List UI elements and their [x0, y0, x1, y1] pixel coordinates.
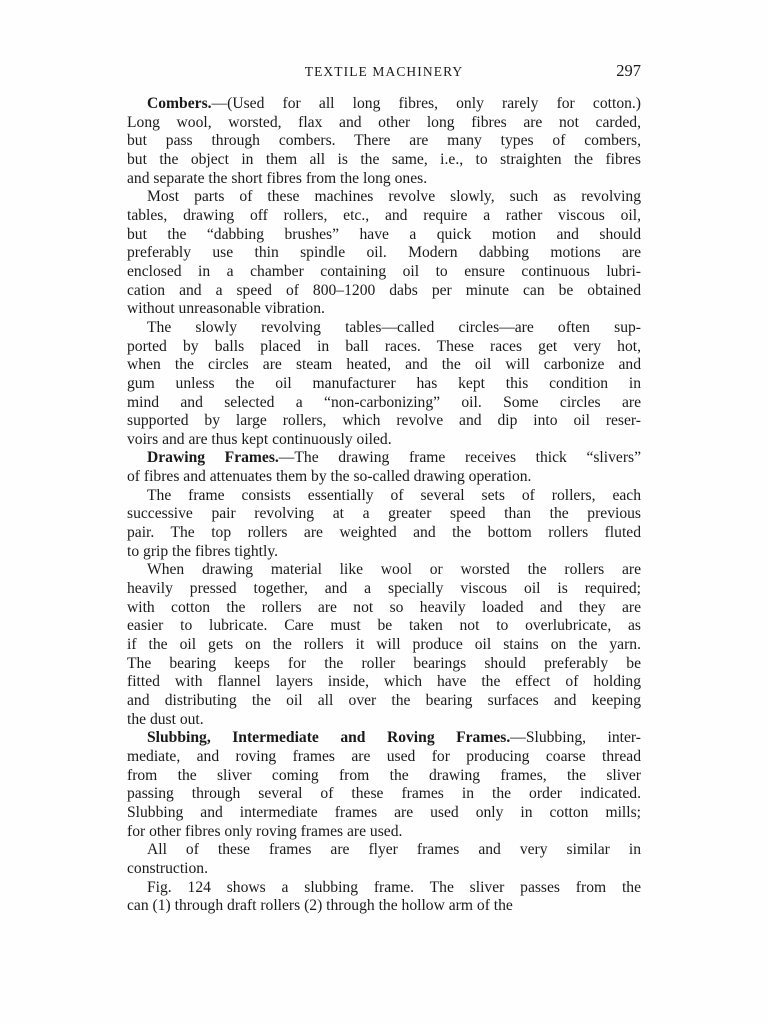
line-text: with cotton the rollers are not so heavily loaded and they are	[127, 598, 641, 616]
paragraph	[127, 729, 641, 841]
section-heading: Combers.	[147, 95, 212, 112]
text-line	[127, 170, 641, 189]
text-line	[127, 823, 641, 842]
text-line	[127, 188, 641, 207]
text-line	[127, 860, 641, 879]
section-heading: Drawing Frames.	[147, 449, 279, 467]
text-line	[127, 263, 641, 282]
line-text: of fibres and attenuates them by the so-called drawing operation.	[127, 468, 532, 486]
paragraph	[127, 879, 641, 916]
text-line	[127, 804, 641, 823]
text-line	[127, 412, 641, 431]
text-line	[127, 505, 641, 524]
line-text: tables, drawing off rollers, etc., and require a rather viscous oil,	[127, 206, 641, 224]
text-line	[127, 748, 641, 767]
text-line	[127, 394, 641, 413]
paragraph	[127, 487, 641, 562]
line-text: Long wool, worsted, flax and other long fibres are not carded,	[127, 113, 641, 131]
paragraph	[127, 188, 641, 319]
line-text: if the oil gets on the rollers it will produce oil stains on the yarn.	[127, 636, 641, 654]
body-text	[127, 95, 641, 916]
line-text: for other fibres only roving frames are used.	[127, 822, 403, 840]
line-text: gum unless the oil manufacturer has kept this condition in	[127, 374, 641, 392]
line-text: The slowly revolving tables—called circles—are often sup-	[147, 318, 641, 336]
running-title: TEXTILE MACHINERY	[304, 64, 464, 79]
text-line	[127, 673, 641, 692]
text-line	[127, 114, 641, 133]
text-line	[127, 132, 641, 151]
line-text: mediate, and roving frames are used for producing coarse thread	[127, 747, 641, 765]
line-text: The frame consists essentially of several sets of rollers, each	[147, 486, 641, 504]
line-text: from the sliver coming from the drawing frames, the sliver	[127, 766, 641, 784]
text-line	[127, 375, 641, 394]
line-text: enclosed in a chamber containing oil to ensure continuous lubri-	[127, 262, 641, 280]
paragraph	[127, 319, 641, 450]
line-text: successive pair revolving at a greater speed than the previous	[127, 505, 641, 523]
line-text: Fig. 124 shows a slubbing frame. The sliver passes from the	[147, 878, 641, 896]
text-line	[127, 244, 641, 263]
text-line	[127, 207, 641, 226]
line-text: construction.	[127, 859, 208, 877]
text-line	[127, 636, 641, 655]
line-text: passing through several of these frames in the order indicated.	[127, 785, 641, 803]
line-text: and separate the short fibres from the long ones.	[127, 169, 428, 187]
line-text: —(Used for all long fibres, only rarely for cotton.)	[211, 95, 641, 112]
line-text: The bearing keeps for the roller bearings should preferably be	[127, 654, 641, 672]
text-line	[127, 729, 641, 748]
line-text: All of these frames are flyer frames and very similar in	[147, 841, 641, 859]
line-text: pair. The top rollers are weighted and the bottom rollers fluted	[127, 524, 641, 542]
line-text: to grip the fibres tightly.	[127, 542, 279, 560]
line-text: —Slubbing, inter-	[510, 729, 641, 747]
line-text: without unreasonable vibration.	[127, 300, 325, 318]
line-text: easier to lubricate. Care must be taken not to overlubricate, as	[127, 617, 641, 635]
text-line	[127, 897, 641, 916]
text-line	[127, 879, 641, 898]
line-text: ported by balls placed in ball races. These races get very hot,	[127, 337, 641, 355]
section-heading: Slubbing, Intermediate and Roving Frames.	[147, 729, 511, 747]
line-text: mind and selected a “non-carbonizing” oil. Some circles are	[127, 393, 641, 411]
text-line	[127, 692, 641, 711]
text-line	[127, 319, 641, 338]
line-text: When drawing material like wool or worsted the rollers are	[147, 561, 641, 579]
text-line	[127, 599, 641, 618]
line-text: can (1) through draft rollers (2) through the hollow arm of the	[127, 897, 513, 915]
paragraph	[127, 841, 641, 878]
line-text: Slubbing and intermediate frames are used only in cotton mills;	[127, 803, 641, 821]
line-text: —The drawing frame receives thick “slivers”	[278, 449, 641, 467]
line-text: cation and a speed of 800–1200 dabs per minute can be obtained	[127, 281, 641, 299]
text-line	[127, 785, 641, 804]
text-line	[127, 449, 641, 468]
paragraph	[127, 95, 641, 188]
text-line	[127, 226, 641, 245]
text-line	[127, 561, 641, 580]
text-line	[127, 841, 641, 860]
paragraph	[127, 449, 641, 486]
text-line	[127, 580, 641, 599]
text-line	[127, 711, 641, 730]
line-text: heavily pressed together, and a specially viscous oil is required;	[127, 580, 641, 598]
text-line	[127, 282, 641, 301]
line-text: but pass through combers. There are many types of combers,	[127, 132, 641, 150]
line-text: Most parts of these machines revolve slowly, such as revolving	[147, 188, 641, 206]
paragraph	[127, 561, 641, 729]
line-text: the dust out.	[127, 710, 204, 728]
text-line	[127, 767, 641, 786]
text-line	[127, 338, 641, 357]
text-line	[127, 300, 641, 319]
line-text: supported by large rollers, which revolve and dip into oil reser-	[127, 412, 641, 430]
text-line	[127, 617, 641, 636]
text-line	[127, 487, 641, 506]
text-line	[127, 543, 641, 562]
text-line	[127, 524, 641, 543]
text-line	[127, 151, 641, 170]
line-text: but the object in them all is the same, i.e., to straighten the fibres	[127, 150, 641, 168]
text-line	[127, 431, 641, 450]
text-line	[127, 468, 641, 487]
line-text: when the circles are steam heated, and the oil will carbonize and	[127, 356, 641, 374]
text-line	[127, 356, 641, 375]
running-head	[127, 60, 641, 84]
line-text: but the “dabbing brushes” have a quick motion and should	[127, 225, 641, 243]
line-text: and distributing the oil all over the bearing surfaces and keeping	[127, 692, 641, 709]
text-line	[127, 95, 641, 114]
line-text: preferably use thin spindle oil. Modern dabbing motions are	[127, 244, 641, 262]
line-text: voirs and are thus kept continuously oiled.	[127, 430, 392, 448]
text-line	[127, 655, 641, 674]
line-text: fitted with flannel layers inside, which have the effect of holding	[127, 673, 641, 691]
page-number: 297	[616, 61, 641, 80]
